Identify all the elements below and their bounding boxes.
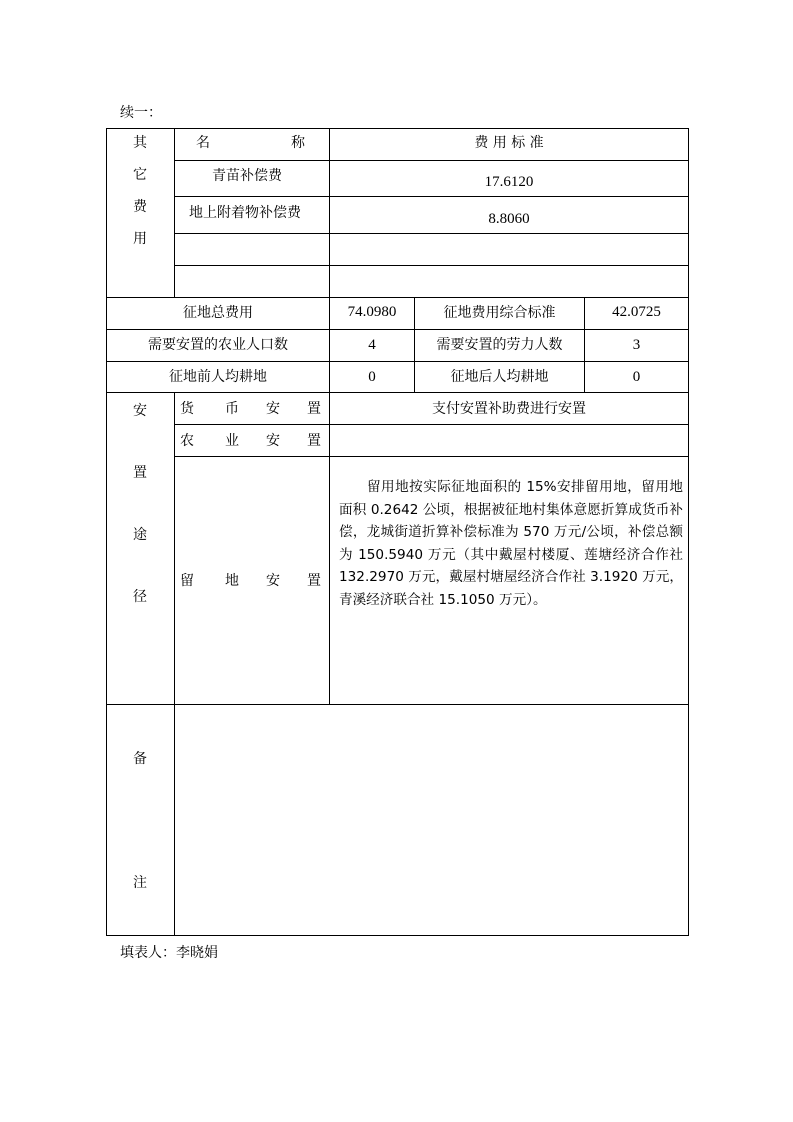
farm-pop-value: 4 <box>368 337 376 353</box>
labor-label: 需要安置的劳力人数 <box>436 337 563 353</box>
currency-resettle-value: 支付安置补助费进行安置 <box>432 401 586 417</box>
form-filler: 填表人：李晓娟 <box>120 945 218 961</box>
seedling-comp-value: 17.6120 <box>484 174 534 190</box>
continued-label: 续一： <box>120 105 162 121</box>
land-resettle-text: 留用地按实际征地面积的 15%安排留用地，留用地面积 0.2642 公顷，根据被征地村集体意愿折算成货币补偿，龙城街道折算补偿标准为 570 万元/公顷，补偿总额为 150.5940 万元（其中戴屋村楼厦、莲塘经济合作社 132.2970 万元，戴屋村塘屋经济合作社 3.1920 万元，青溪经济联合社 15.1050 万元）。 <box>339 479 683 608</box>
seedling-comp-label: 青苗补偿费 <box>212 168 282 184</box>
attachment-comp-value: 8.8060 <box>488 211 530 227</box>
standard-label: 征地费用综合标准 <box>443 305 556 321</box>
land-before-label: 征地前人均耕地 <box>169 369 267 385</box>
total-cost-value: 74.0980 <box>347 304 397 320</box>
total-cost-label: 征地总费用 <box>183 305 253 321</box>
standard-value: 42.0725 <box>612 304 661 320</box>
labor-value: 3 <box>632 337 641 353</box>
attachment-comp-label: 地上附着物补偿费 <box>189 205 301 221</box>
land-after-label: 征地后人均耕地 <box>450 369 549 385</box>
col-standard-header: 费 用 标 准 <box>474 135 544 151</box>
land-before-value: 0 <box>368 369 376 385</box>
farm-pop-label: 需要安置的农业人口数 <box>148 337 288 353</box>
land-after-value: 0 <box>632 369 641 385</box>
